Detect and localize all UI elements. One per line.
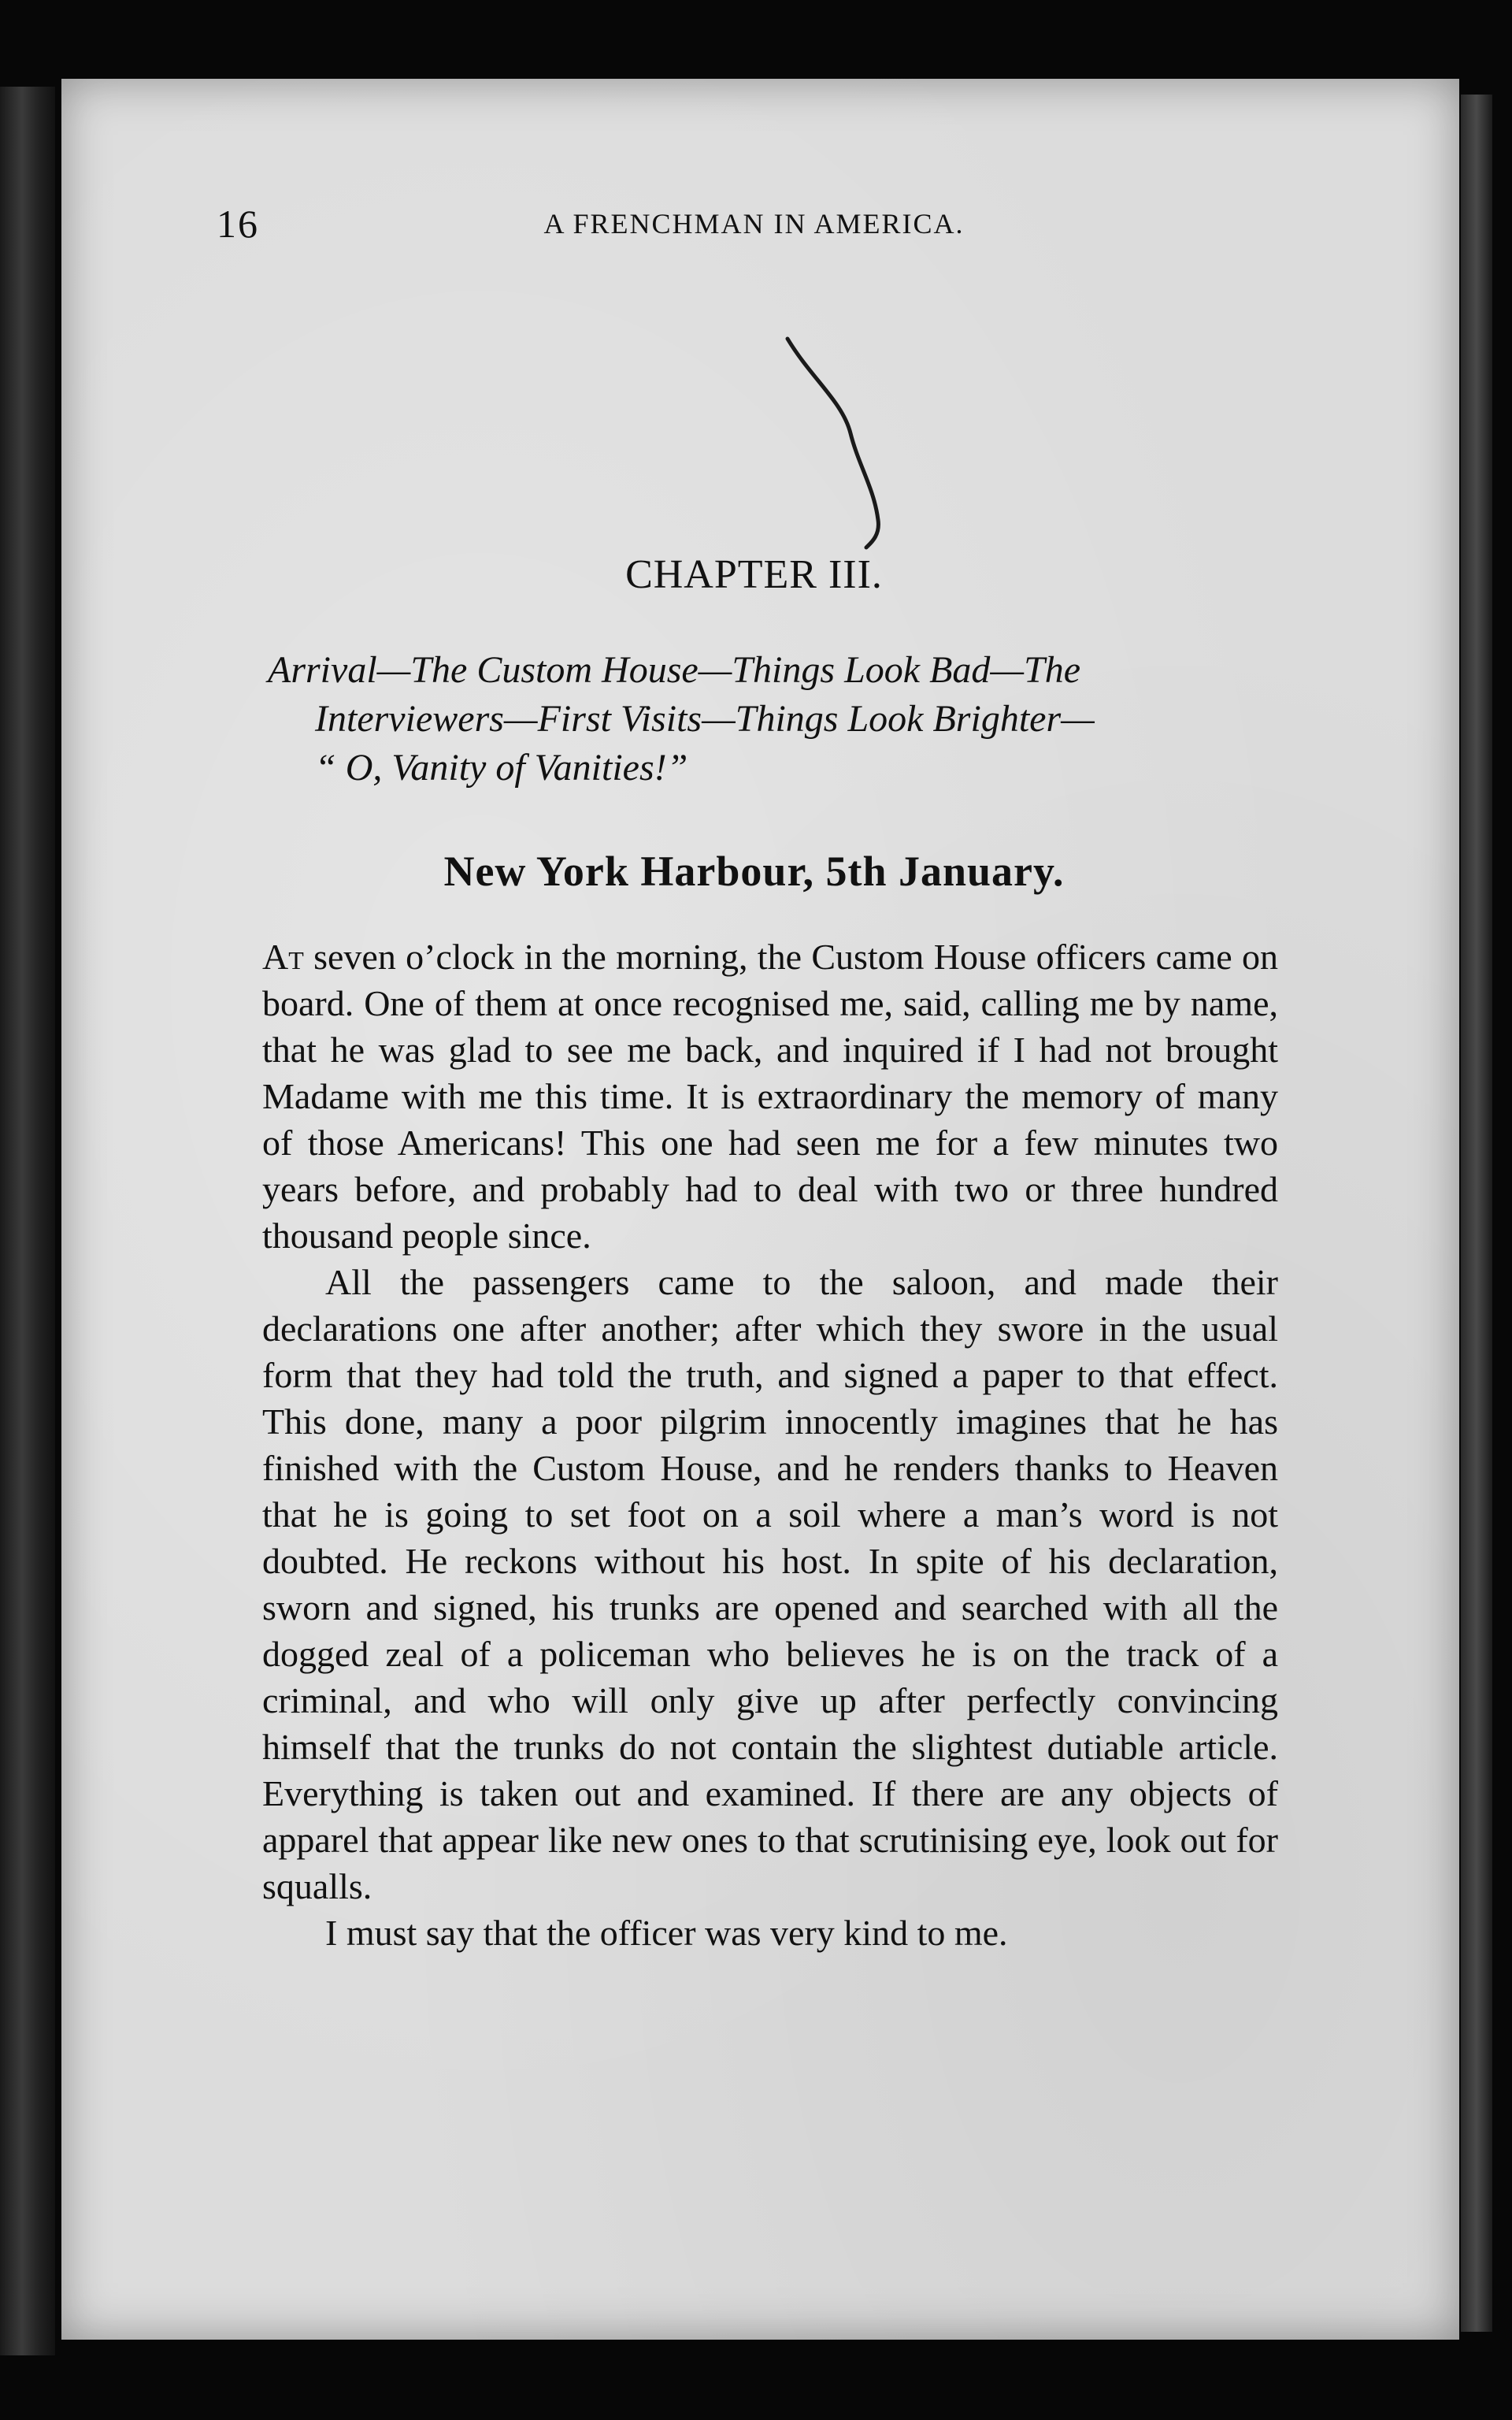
paragraph: All the passengers came to the saloon, and made their declarations one after another; after which they swore in the usual form that they had told the truth, and signed a paper to that effect. This done, many a poor pilgrim innocently imagines that he has finished with the Custom House, and he renders thanks to Heaven that he is going to set foot on a soil where a man’s word is not doubted. He reckons without his host. In spite of his declaration, sworn and signed, his trunks are opened and searched with all the dogged zeal of a policeman who believes he is on the track of a criminal, and who will only give up after perfectly convincing himself that the trunks do not contain the slightest dutiable article. Everything is taken out and examined. If there are any objects of apparel that appear like new ones to that scrutinising eye, look out for squalls. [262, 1262, 1278, 1906]
body-text [262, 933, 1278, 1956]
dateline: New York Harbour, 5th January. [443, 848, 1065, 895]
chapter-heading: CHAPTER III. [625, 552, 883, 597]
synopsis-line: “ O, Vanity of Vanities!” [315, 747, 688, 789]
book-right-edge [1461, 95, 1492, 2332]
page-number: 16 [217, 202, 259, 246]
paragraph: I must say that the officer was very kind to me. [325, 1913, 1008, 1953]
paragraph-text: seven o’clock in the morning, the Custom House officers came on board. One of them at once recognised me, said, calling me by name, that he was glad to see me back, and inquired if I had not brought Madame with me this time. It is extraordinary the memory of many of those Americans! This one had seen me for a few minutes two years before, and probably had to deal with two or three hundred thousand people since. [262, 937, 1278, 1256]
paragraph-lead: At [262, 937, 304, 977]
page-header [217, 201, 1292, 264]
running-title: A FRENCHMAN IN AMERICA. [543, 208, 965, 239]
synopsis-line: Arrival—The Custom House—Things Look Bad—The [268, 649, 1081, 691]
chapter-synopsis [268, 646, 1292, 792]
synopsis-line: Interviewers—First Visits—Things Look Brighter— [315, 698, 1095, 740]
book-left-edge [0, 87, 55, 2355]
pen-mark-icon [780, 331, 898, 551]
paragraph [262, 933, 1278, 1259]
